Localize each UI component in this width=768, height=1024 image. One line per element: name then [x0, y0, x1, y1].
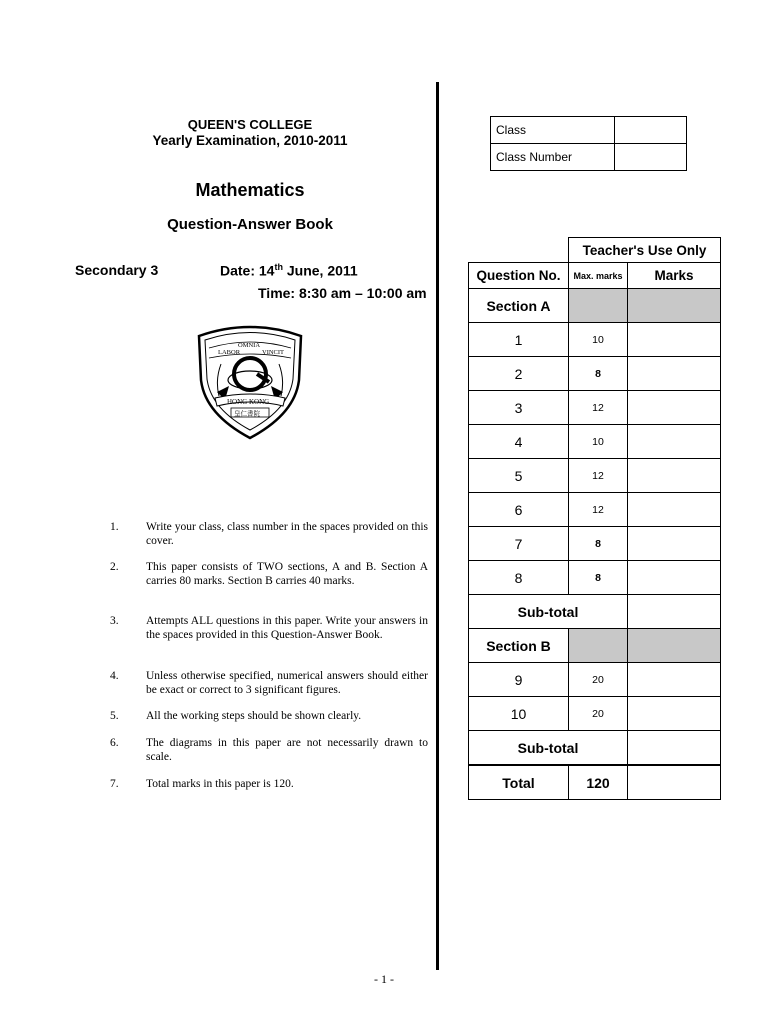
- subject-title: Mathematics: [195, 180, 305, 200]
- max-marks: 12: [569, 459, 628, 493]
- class-info-box: [490, 116, 687, 171]
- max-marks: 8: [569, 357, 628, 391]
- instruction-item: 1. Write your class, class number in the spaces provided on this cover.: [110, 521, 428, 547]
- table-row: [469, 391, 721, 425]
- max-marks: 10: [569, 323, 628, 357]
- exam-title: Yearly Examination, 2010-2011: [152, 133, 348, 148]
- marks-cell[interactable]: [628, 697, 721, 731]
- col-question-header: Question No.: [469, 263, 569, 289]
- total-max-marks: 120: [569, 765, 628, 800]
- crest-motto-right: VINCIT: [262, 349, 285, 356]
- table-row: [469, 663, 721, 697]
- form-level: Secondary 3: [75, 262, 159, 278]
- question-number: 1: [469, 323, 569, 357]
- question-number: 9: [469, 663, 569, 697]
- instruction-item: 7. Total marks in this paper is 120.: [110, 778, 294, 790]
- question-number: 6: [469, 493, 569, 527]
- question-number: 10: [469, 697, 569, 731]
- max-marks: 8: [569, 527, 628, 561]
- exam-date: Date: 14th June, 2011: [220, 262, 358, 279]
- table-row: [469, 561, 721, 595]
- class-field[interactable]: [615, 117, 687, 144]
- marks-cell[interactable]: [628, 391, 721, 425]
- crest-chinese-label: 皇仁書院: [234, 409, 260, 418]
- table-row: [469, 697, 721, 731]
- max-marks: 20: [569, 697, 628, 731]
- col-max-header: Max. marks: [569, 263, 628, 289]
- question-number: 5: [469, 459, 569, 493]
- book-type: Question-Answer Book: [167, 216, 333, 233]
- instruction-item: 4. Unless otherwise specified, numerical answers should either be exact or correct to 3 significant figures.: [110, 670, 428, 696]
- marks-cell[interactable]: [628, 425, 721, 459]
- question-number: 7: [469, 527, 569, 561]
- instruction-item: 3. Attempts ALL questions in this paper. Write your answers in the spaces provided in this Question-Answer Book.: [110, 615, 428, 641]
- instruction-item: 5. All the working steps should be shown clearly.: [110, 710, 362, 722]
- class-label: Class: [491, 117, 615, 144]
- table-row: [469, 459, 721, 493]
- section-a-subtotal-cell[interactable]: [628, 595, 721, 629]
- marks-cell[interactable]: [628, 459, 721, 493]
- class-number-label: Class Number: [491, 144, 615, 171]
- section-b-subtotal-label: Sub-total: [469, 731, 628, 766]
- marks-cell[interactable]: [628, 527, 721, 561]
- table-row: [469, 323, 721, 357]
- question-number: 3: [469, 391, 569, 425]
- total-marks-cell[interactable]: [628, 765, 721, 800]
- page-number: - 1 -: [374, 972, 394, 986]
- school-crest-icon: [195, 322, 305, 440]
- crest-place-label: HONG KONG: [227, 398, 270, 406]
- max-marks: 12: [569, 493, 628, 527]
- section-a-subtotal-label: Sub-total: [469, 595, 628, 629]
- section-a-label: Section A: [469, 289, 569, 323]
- marks-cell[interactable]: [628, 357, 721, 391]
- marks-cell[interactable]: [628, 323, 721, 357]
- section-b-label: Section B: [469, 629, 569, 663]
- marks-cell[interactable]: [628, 493, 721, 527]
- instruction-item: 2. This paper consists of TWO sections, A and B. Section A carries 80 marks. Section B carries 40 marks.: [110, 561, 428, 587]
- class-number-field[interactable]: [615, 144, 687, 171]
- col-marks-header: Marks: [628, 263, 721, 289]
- college-name: QUEEN'S COLLEGE: [187, 117, 313, 132]
- table-row: [469, 527, 721, 561]
- table-row: [469, 493, 721, 527]
- teacher-use-header: Teacher's Use Only: [569, 238, 721, 263]
- question-number: 2: [469, 357, 569, 391]
- marks-cell[interactable]: [628, 663, 721, 697]
- max-marks: 8: [569, 561, 628, 595]
- crest-motto-mid: OMNIA: [238, 342, 261, 349]
- instruction-item: 6. The diagrams in this paper are not necessarily drawn to scale.: [110, 737, 428, 763]
- max-marks: 20: [569, 663, 628, 697]
- question-number: 8: [469, 561, 569, 595]
- section-b-subtotal-cell[interactable]: [628, 731, 721, 766]
- max-marks: 10: [569, 425, 628, 459]
- table-row: [469, 357, 721, 391]
- crest-motto-left: LABOR: [218, 349, 241, 356]
- question-number: 4: [469, 425, 569, 459]
- max-marks: 12: [569, 391, 628, 425]
- marks-table: [468, 237, 721, 800]
- total-label: Total: [469, 765, 569, 800]
- exam-time: Time: 8:30 am – 10:00 am: [258, 285, 427, 301]
- column-divider: [436, 82, 439, 970]
- table-row: [469, 425, 721, 459]
- marks-cell[interactable]: [628, 561, 721, 595]
